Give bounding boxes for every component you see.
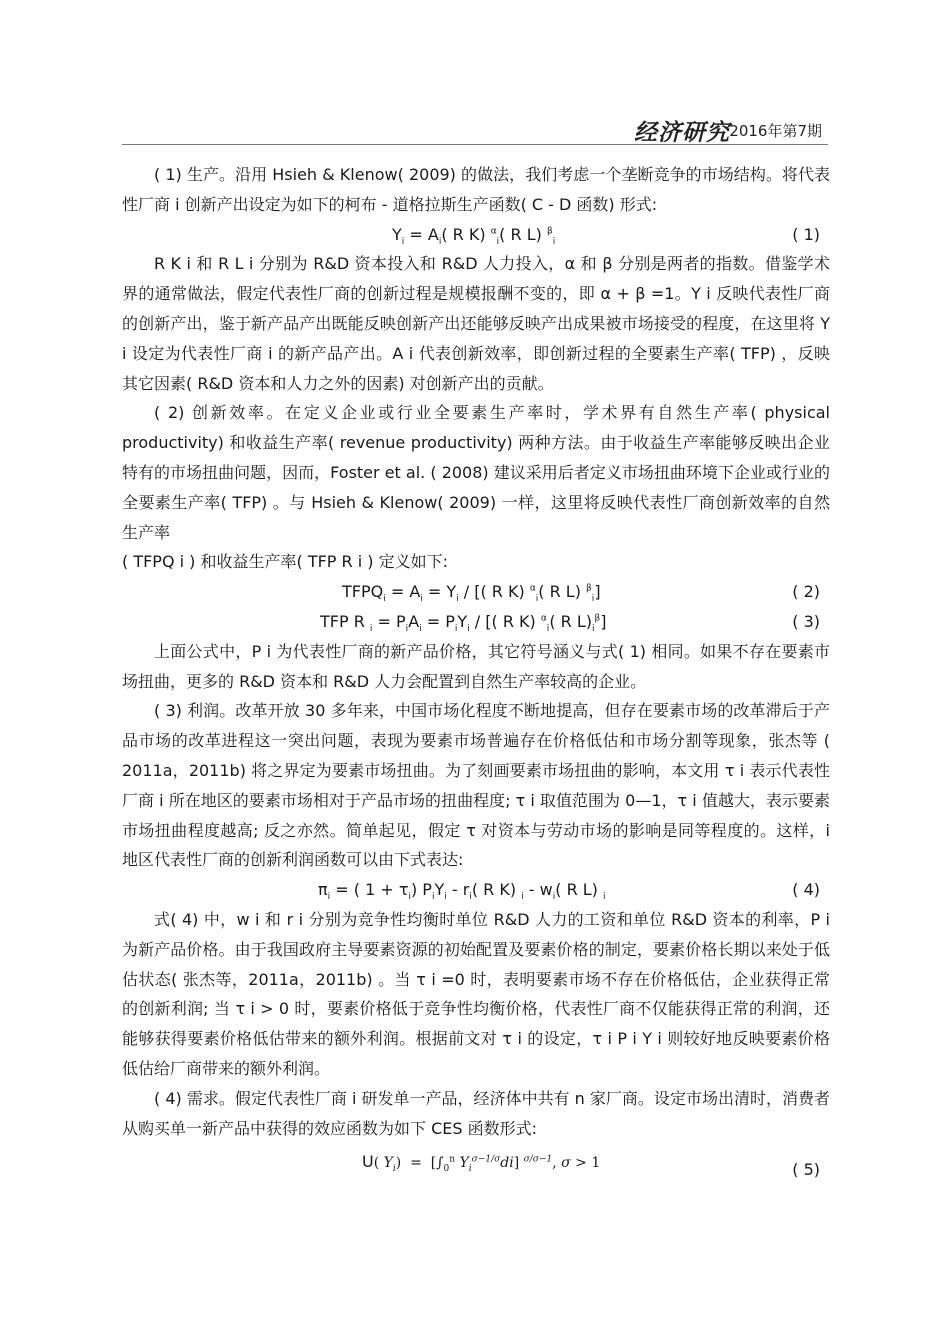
paragraph-production-explained: R K i 和 R L i 分别为 R&D 资本投入和 R&D 人力投入，α 和 β 分别是两者的指数。借鉴学术界的通常做法，假定代表性厂商的创新过程是规模报酬不变的，即 α + β =1。Y i 反映代表性厂商的创新产出，鉴于新产品产出既能反映创新产出还能够反映产出成果被市场接受的程度，在这里将 Y i 设定为代表性厂商 i 的新产品产出。A i 代表创新效率，即创新过程的全要素生产率( TFP) ，反映其它因素( R&D 资本和人力之外的因素) 对创新产出的贡献。: [122, 254, 830, 393]
paragraph-profit: ( 3) 利润。改革开放 30 多年来，中国市场化程度不断地提高，但存在要素市场的改革滞后于产品市场的改革进程这一突出问题，表现为要素市场普遍存在价格低估和市场分割等现象，张杰等 ( 2011a，2011b) 将之界定为要素市场扭曲。为了刻画要素市场扭曲的影响，本文用 τ i 表示代表性厂商 i 所在地区的要素市场相对于产品市场的扭曲程度; τ i 取值范围为 0—1，τ i 值越大，表示要素市场扭曲程度越高; 反之亦然。简单起见，假定 τ 对资本与劳动市场的影响是同等程度的。这样，i 地区代表性厂商的创新利润函数可以由下式表达:: [122, 701, 830, 870]
equation-3: [122, 607, 830, 637]
equation-3-formula: TFP R $_i = P_iA_i = P_iY_i$ / [( R K) $^\alpha_i$( R $L)_i^\beta$]: [320, 611, 607, 635]
equation-2-formula: $TFPQ_i = A_i = Y_i$ / [( R K) $^\alpha_i$( R L) $^\beta_i$]: [342, 582, 601, 605]
paragraph-efficiency: ( 2) 创新效率。在定义企业或行业全要素生产率时，学术界有自然生产率( physical productivity) 和收益生产率( revenue productivity) 两种方法。由于收益生产率能够反映出企业特有的市场扭曲问题，因而，Foster et al. ( 2008) 建议采用后者定义市场扭曲环境下企业或行业的全要素生产率( TFP) 。与 Hsieh & Klenow( 2009) 一样，这里将反映代表性厂商创新效率的自然生产率: [122, 403, 830, 542]
equation-5: [122, 1143, 830, 1187]
paragraph-formula-note: 上面公式中，P i 为代表性厂商的新产品价格，其它符号涵义与式( 1) 相同。如果不存在要素市场扭曲，更多的 R&D 资本和 R&D 人力会配置到自然生产率较高的企业。: [122, 641, 830, 691]
equation-5-formula: U( $Y_i) = [\int_0^n$ $Y_i^{\sigma-1/\sigma}di$] $^{\sigma/\sigma-1}$, σ > 1: [362, 1152, 601, 1175]
equation-4-formula: $\pi_i$ = ( $1 + \tau_i$) $P_iY_i - r_i$( R K) $_i - w_i$( R L) $_i$: [318, 880, 606, 903]
equation-2-number: ( 2): [792, 582, 820, 602]
equation-4: [122, 875, 830, 905]
equation-1: [122, 220, 830, 250]
paragraph-profit-explained: 式( 4) 中，w i 和 r i 分别为竞争性均衡时单位 R&D 人力的工资和单位 R&D 资本的利率，P i 为新产品价格。由于我国政府主导要素资源的初始配置及要素价格的制定，要素价格长期以来处于低估状态( 张杰等，2011a，2011b) 。当 τ i =0 时，表明要素市场不存在价格低估，企业获得正常的创新利润; 当 τ i > 0 时，要素价格低于竞争性均衡价格，代表性厂商不仅能获得正常的利润，还能够获得要素价格低估带来的额外利润。根据前文对 τ i 的设定，τ i P i Y i 则较好地反映要素价格低估给厂商带来的额外利润。: [122, 909, 830, 1078]
journal-logo: 经济研究: [634, 119, 730, 146]
equation-4-number: ( 4): [792, 880, 820, 900]
equation-5-number: ( 5): [792, 1160, 820, 1180]
running-header: [122, 110, 828, 144]
header-rule: [122, 144, 828, 145]
paragraph-efficiency-def: ( TFPQ i ) 和收益生产率( TFP R i ) 定义如下:: [122, 552, 448, 572]
equation-1-formula: $Y_i = A_i$( R K) $^\alpha_i$( R L) $^\beta_i$: [392, 224, 556, 247]
equation-3-number: ( 3): [792, 611, 820, 631]
paragraph-production: ( 1) 生产。沿用 Hsieh & Klenow( 2009) 的做法，我们考虑一个垄断竞争的市场结构。将代表性厂商 i 创新产出设定为如下的柯布 - 道格拉斯生产函数( C - D 函数) 形式:: [122, 165, 830, 214]
equation-1-number: ( 1): [792, 224, 820, 244]
equation-2: [122, 577, 830, 607]
article-body: [122, 160, 830, 1187]
paragraph-demand: ( 4) 需求。假定代表性厂商 i 研发单一产品，经济体中共有 n 家厂商。设定市场出清时，消费者从购买单一新产品中获得的效应函数为如下 CES 函数形式:: [122, 1088, 830, 1138]
issue-label: 2016年第7期: [729, 122, 822, 140]
